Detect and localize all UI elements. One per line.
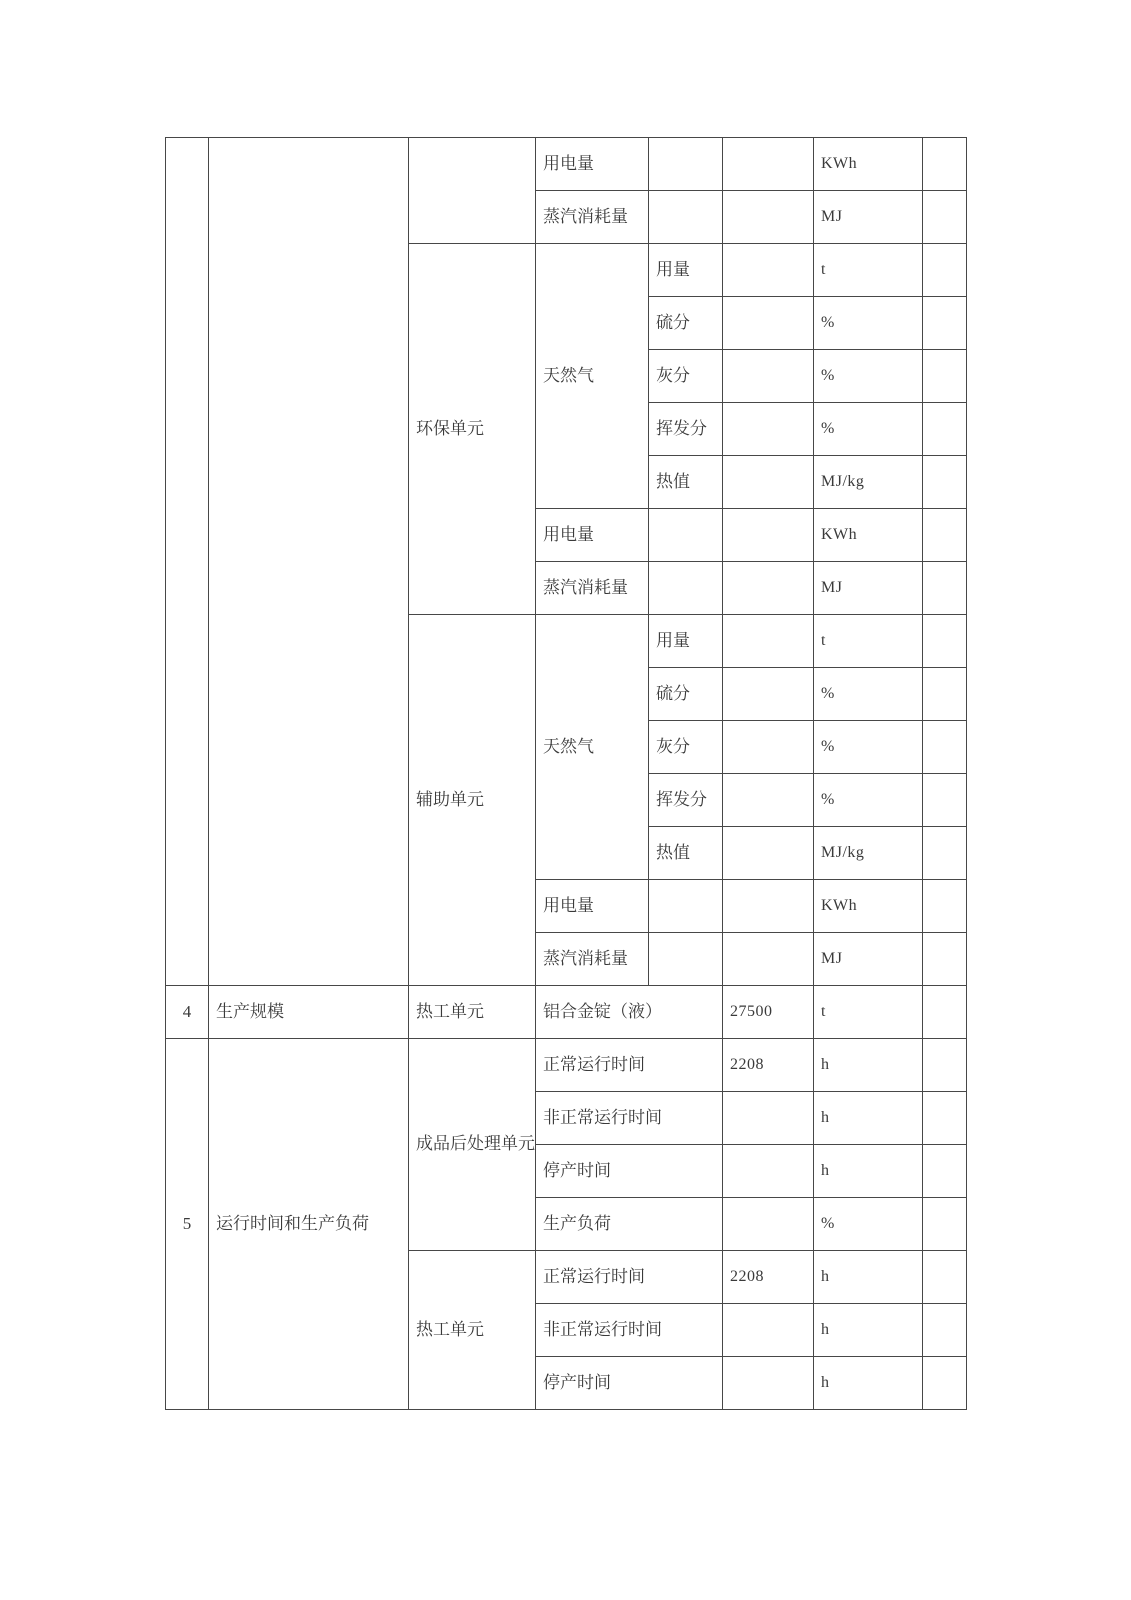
category-cell	[209, 138, 409, 986]
item-cell: 用电量	[536, 509, 649, 562]
sub-item-cell: 用量	[649, 615, 723, 668]
measure-unit-cell: %	[814, 721, 923, 774]
measure-unit-cell: KWh	[814, 509, 923, 562]
remark-cell	[923, 1092, 967, 1145]
sub-item-cell: 热值	[649, 827, 723, 880]
measure-unit-cell: %	[814, 350, 923, 403]
value-cell: 2208	[723, 1039, 814, 1092]
remark-cell	[923, 1198, 967, 1251]
sub-item-cell: 热值	[649, 456, 723, 509]
measure-unit-cell: %	[814, 403, 923, 456]
remark-cell	[923, 774, 967, 827]
row-number-cell: 5	[166, 1039, 209, 1410]
remark-cell	[923, 1304, 967, 1357]
value-cell	[723, 562, 814, 615]
value-cell	[723, 456, 814, 509]
sub-item-cell: 硫分	[649, 668, 723, 721]
measure-unit-cell: h	[814, 1039, 923, 1092]
measure-unit-cell: %	[814, 1198, 923, 1251]
category-cell: 生产规模	[209, 986, 409, 1039]
value-cell	[723, 933, 814, 986]
remark-cell	[923, 1251, 967, 1304]
item-cell: 蒸汽消耗量	[536, 933, 649, 986]
measure-unit-cell: MJ	[814, 933, 923, 986]
item-cell: 蒸汽消耗量	[536, 191, 649, 244]
remark-cell	[923, 721, 967, 774]
item-cell: 停产时间	[536, 1357, 723, 1410]
measure-unit-cell: t	[814, 615, 923, 668]
item-cell: 正常运行时间	[536, 1251, 723, 1304]
table-row	[166, 1039, 967, 1092]
remark-cell	[923, 933, 967, 986]
value-cell	[723, 615, 814, 668]
value-cell	[723, 668, 814, 721]
value-cell	[723, 774, 814, 827]
sub-item-cell: 硫分	[649, 297, 723, 350]
measure-unit-cell: h	[814, 1251, 923, 1304]
sub-item-cell	[649, 880, 723, 933]
remark-cell	[923, 456, 967, 509]
item-cell: 停产时间	[536, 1145, 723, 1198]
measure-unit-cell: h	[814, 1357, 923, 1410]
measure-unit-cell: KWh	[814, 880, 923, 933]
measure-unit-cell: %	[814, 297, 923, 350]
sub-item-cell: 灰分	[649, 721, 723, 774]
value-cell	[723, 1304, 814, 1357]
sub-item-cell	[649, 933, 723, 986]
sub-item-cell	[649, 191, 723, 244]
value-cell: 2208	[723, 1251, 814, 1304]
item-cell: 铝合金锭（液）	[536, 986, 723, 1039]
sub-item-cell	[649, 509, 723, 562]
measure-unit-cell: %	[814, 774, 923, 827]
measure-unit-cell: h	[814, 1092, 923, 1145]
measure-unit-cell: t	[814, 986, 923, 1039]
row-number-cell	[166, 138, 209, 986]
measure-unit-cell: t	[814, 244, 923, 297]
remark-cell	[923, 191, 967, 244]
unit-group-cell	[409, 138, 536, 244]
category-cell: 运行时间和生产负荷	[209, 1039, 409, 1410]
remark-cell	[923, 1145, 967, 1198]
remark-cell	[923, 403, 967, 456]
measure-unit-cell: h	[814, 1304, 923, 1357]
remark-cell	[923, 297, 967, 350]
remark-cell	[923, 1039, 967, 1092]
sub-item-cell: 用量	[649, 244, 723, 297]
remark-cell	[923, 138, 967, 191]
measure-unit-cell: MJ	[814, 191, 923, 244]
row-number-cell: 4	[166, 986, 209, 1039]
measure-unit-cell: h	[814, 1145, 923, 1198]
item-cell: 天然气	[536, 615, 649, 880]
value-cell	[723, 1145, 814, 1198]
unit-group-cell: 辅助单元	[409, 615, 536, 986]
unit-group-cell: 热工单元	[409, 1251, 536, 1410]
sub-item-cell	[649, 138, 723, 191]
item-cell: 非正常运行时间	[536, 1092, 723, 1145]
remark-cell	[923, 350, 967, 403]
value-cell	[723, 350, 814, 403]
value-cell	[723, 244, 814, 297]
sub-item-cell: 灰分	[649, 350, 723, 403]
value-cell	[723, 509, 814, 562]
value-cell	[723, 403, 814, 456]
item-cell: 天然气	[536, 244, 649, 509]
value-cell	[723, 1357, 814, 1410]
table-row	[166, 138, 967, 191]
remark-cell	[923, 1357, 967, 1410]
value-cell	[723, 297, 814, 350]
unit-group-cell: 成品后处理单元	[409, 1039, 536, 1251]
production-data-table	[165, 137, 967, 1410]
item-cell: 用电量	[536, 138, 649, 191]
value-cell	[723, 138, 814, 191]
sub-item-cell	[649, 562, 723, 615]
remark-cell	[923, 562, 967, 615]
value-cell	[723, 1092, 814, 1145]
item-cell: 生产负荷	[536, 1198, 723, 1251]
value-cell: 27500	[723, 986, 814, 1039]
table-row	[166, 986, 967, 1039]
remark-cell	[923, 986, 967, 1039]
value-cell	[723, 1198, 814, 1251]
item-cell: 非正常运行时间	[536, 1304, 723, 1357]
remark-cell	[923, 615, 967, 668]
value-cell	[723, 191, 814, 244]
remark-cell	[923, 668, 967, 721]
sub-item-cell: 挥发分	[649, 403, 723, 456]
remark-cell	[923, 880, 967, 933]
measure-unit-cell: MJ	[814, 562, 923, 615]
remark-cell	[923, 827, 967, 880]
sub-item-cell: 挥发分	[649, 774, 723, 827]
measure-unit-cell: KWh	[814, 138, 923, 191]
item-cell: 蒸汽消耗量	[536, 562, 649, 615]
value-cell	[723, 827, 814, 880]
remark-cell	[923, 244, 967, 297]
measure-unit-cell: MJ/kg	[814, 827, 923, 880]
measure-unit-cell: MJ/kg	[814, 456, 923, 509]
unit-group-cell: 环保单元	[409, 244, 536, 615]
item-cell: 用电量	[536, 880, 649, 933]
value-cell	[723, 880, 814, 933]
item-cell: 正常运行时间	[536, 1039, 723, 1092]
measure-unit-cell: %	[814, 668, 923, 721]
unit-group-cell: 热工单元	[409, 986, 536, 1039]
value-cell	[723, 721, 814, 774]
remark-cell	[923, 509, 967, 562]
